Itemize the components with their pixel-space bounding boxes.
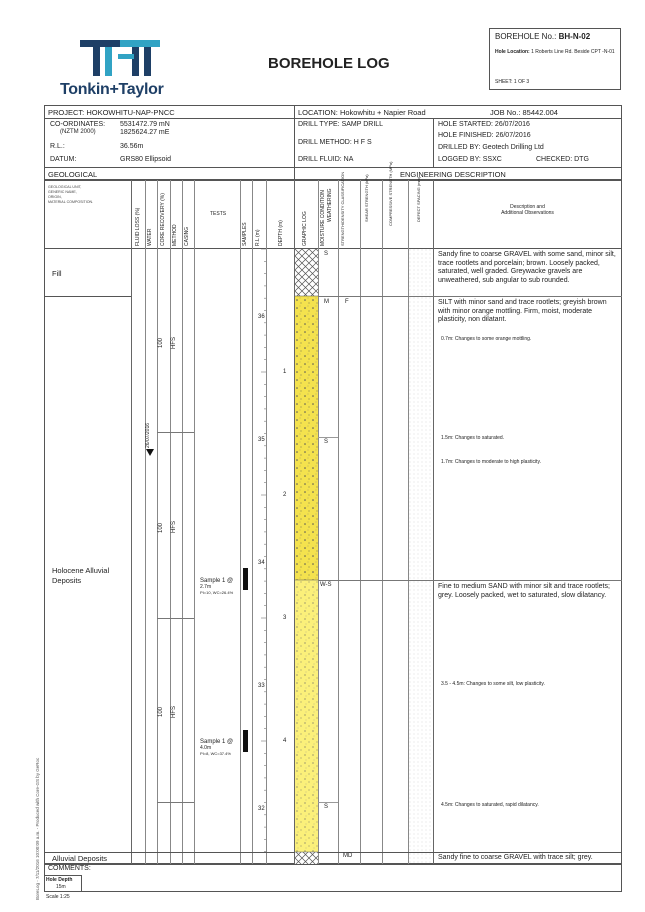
side-note: BoreLog - 7/11/2016 10:00:09 a.m. - Produced with Core-GS by GeRoc: [35, 757, 40, 900]
method-3: HFS: [171, 706, 177, 718]
rl-tick-33: 33: [258, 683, 265, 689]
rl-tick-34: 34: [258, 560, 265, 566]
fill-pattern: [295, 249, 318, 296]
drilled-by: DRILLED BY: Geotech Drilling Ltd: [438, 144, 544, 151]
note-1-7m: 1.7m: Changes to moderate to high plasticity.: [441, 459, 541, 465]
moisture-header: MOISTURE CONDITION: [320, 190, 326, 246]
note-4-5m: 4.5m: Changes to saturated, rapid dilatancy.: [441, 802, 539, 808]
borehole-label: BOREHOLE No.:: [495, 32, 557, 41]
method-2: HFS: [171, 521, 177, 533]
borehole-number-line: [495, 32, 590, 41]
borehole-box: [489, 28, 621, 90]
drill-fluid: DRILL FLUID: NA: [298, 156, 354, 163]
depth-tick-1: 1: [283, 369, 287, 375]
rl-label: R.L.:: [50, 143, 65, 150]
moisture-3: S: [324, 439, 329, 445]
logo-mark: [60, 38, 190, 78]
rl-tick-35: 35: [258, 437, 265, 443]
sample-marker: [243, 730, 248, 752]
coord-north: 5531472.79 mN: [120, 121, 170, 128]
defect-header: DEFECT SPACING (mm): [416, 176, 421, 222]
depth-scale: [252, 249, 294, 864]
drill-method: DRILL METHOD: H F S: [298, 139, 372, 146]
geo-unit-header: GEOLOGICAL UNIT, GENERIC NAME, ORIGIN, MATERIAL COMPOSITION.: [48, 185, 94, 204]
moisture-4: W-S: [320, 582, 332, 588]
hole-depth-label: Hole Depth: [46, 877, 73, 883]
water-level-date: 26/07/2016: [145, 422, 151, 448]
compressive-header: COMPRESSIVE STRENGTH (MPa): [388, 161, 393, 226]
coords-sub: (NZTM 2000): [60, 129, 96, 135]
core-recovery-3: 100: [158, 706, 164, 717]
comments-box: [44, 864, 622, 892]
location: LOCATION: Hokowhitu + Napier Road: [298, 108, 426, 117]
graphic-log: [295, 249, 318, 864]
shear-header: SHEAR STRENGTH (kPa): [364, 174, 369, 222]
fluid-loss-header: FLUID LOSS (%): [135, 207, 141, 246]
weathering-header: WEATHERING: [327, 188, 333, 222]
rl-value: 36.56m: [120, 143, 144, 150]
rl-header: R.L (m): [255, 229, 261, 246]
job-number: JOB No.: 85442.004: [490, 108, 558, 117]
description-4: Sandy fine to coarse GRAVEL with trace silt; grey.: [438, 854, 593, 861]
method-1: HFS: [171, 337, 177, 349]
core-recovery-1: 100: [158, 337, 164, 348]
geo-unit-alluvial: Alluvial Deposits: [52, 854, 108, 863]
core-recovery-header: CORE RECOVERY (%): [160, 193, 166, 246]
graphic-log-header: GRAPHIC LOG: [302, 211, 308, 246]
water-level-marker-icon: [146, 449, 154, 456]
sample-marker: [243, 568, 248, 590]
depth-tick-4: 4: [283, 738, 287, 744]
hole-location-label: Hole Location:: [495, 49, 530, 55]
density-1: F: [345, 299, 349, 305]
depth-tick-2: 2: [283, 492, 287, 498]
geo-unit-holocene: Holocene Alluvial Deposits: [52, 566, 110, 585]
water-header: WATER: [147, 228, 153, 246]
rl-tick-36: 36: [258, 314, 265, 320]
description-1: Sandy fine to coarse GRAVEL with some sand, minor silt, trace rootlets and porcelain; brown. Loosely packed, saturated, well graded. Greywacke gravels are unweathered, sub angular to sub rounded.: [438, 251, 616, 284]
note-1-5m: 1.5m: Changes to saturated.: [441, 435, 505, 441]
strength-header: STRENGTH/DENSITY CLASSIFICATION: [340, 171, 345, 246]
core-recovery-2: 100: [158, 522, 164, 533]
depth-tick-3: 3: [283, 615, 287, 621]
hole-location-line: [495, 49, 619, 56]
note-3-5m: 3.5 - 4.5m: Changes to some silt, low plasticity.: [441, 681, 545, 687]
density-2: MD: [343, 853, 353, 859]
coords-label: CO-ORDINATES:: [50, 121, 106, 128]
borehole-number: BH-N-02: [558, 32, 591, 41]
sample-1-text: Sample 1 @ 2.7m PI=10, WC=26.4%: [200, 578, 234, 595]
company-name: Tonkin+Taylor: [60, 81, 164, 98]
method-header: METHOD: [172, 224, 178, 246]
datum-value: GRS80 Ellipsoid: [120, 156, 171, 163]
note-0-7m: 0.7m: Changes to some orange mottling.: [441, 336, 532, 342]
geo-unit-fill: Fill: [52, 269, 62, 278]
gravel-pattern: [295, 852, 318, 864]
checked-by: CHECKED: DTG: [536, 156, 589, 163]
scale: Scale 1:25: [46, 894, 70, 900]
description-2: SILT with minor sand and trace rootlets; greyish brown with minor orange mottling. Firm, moist, moderate plasticity, non dilatant.: [438, 299, 607, 323]
silt-pattern: [295, 296, 318, 580]
section-geological: GEOLOGICAL: [48, 170, 98, 179]
moisture-1: S: [324, 251, 329, 257]
hole-started: HOLE STARTED: 26/07/2016: [438, 121, 530, 128]
company-logo: [60, 38, 190, 98]
sheet-number: SHEET: 1 OF 3: [495, 79, 530, 85]
sand-pattern: [295, 580, 318, 852]
logged-by: LOGGED BY: SSXC: [438, 156, 502, 163]
tests-header: TESTS: [210, 211, 227, 217]
page-title: BOREHOLE LOG: [268, 55, 390, 72]
description-3: Fine to medium SAND with minor silt and trace rootlets; grey. Loosely packed, wet to saturated, slow dilatancy.: [438, 583, 610, 599]
hole-finished: HOLE FINISHED: 26/07/2016: [438, 132, 531, 139]
drill-type: DRILL TYPE: SAMP DRILL: [298, 121, 384, 128]
casing-header: CASING: [184, 226, 190, 246]
rl-tick-32: 32: [258, 806, 265, 812]
moisture-5: S: [324, 804, 329, 810]
comments-label: COMMENTS:: [48, 865, 91, 872]
hole-location: 1 Roberts Line Rd. Beside CPT -N-01: [531, 49, 615, 55]
samples-header: SAMPLES: [242, 222, 248, 246]
description-header: Description and Additional Observations: [501, 204, 554, 216]
section-engineering: ENGINEERING DESCRIPTION: [400, 170, 506, 179]
datum-label: DATUM:: [50, 156, 77, 163]
coord-east: 1825624.27 mE: [120, 129, 170, 136]
moisture-2: M: [324, 299, 329, 305]
sample-2-text: Sample 1 @ 4.0m PI=8, WC=37.4%: [200, 739, 234, 756]
depth-header: DEPTH (m): [278, 220, 284, 246]
defect-spacing-column: [409, 249, 433, 864]
project: PROJECT: HOKOWHITU-NAP-PNCC: [48, 108, 175, 117]
hole-depth: 15m: [56, 884, 66, 890]
